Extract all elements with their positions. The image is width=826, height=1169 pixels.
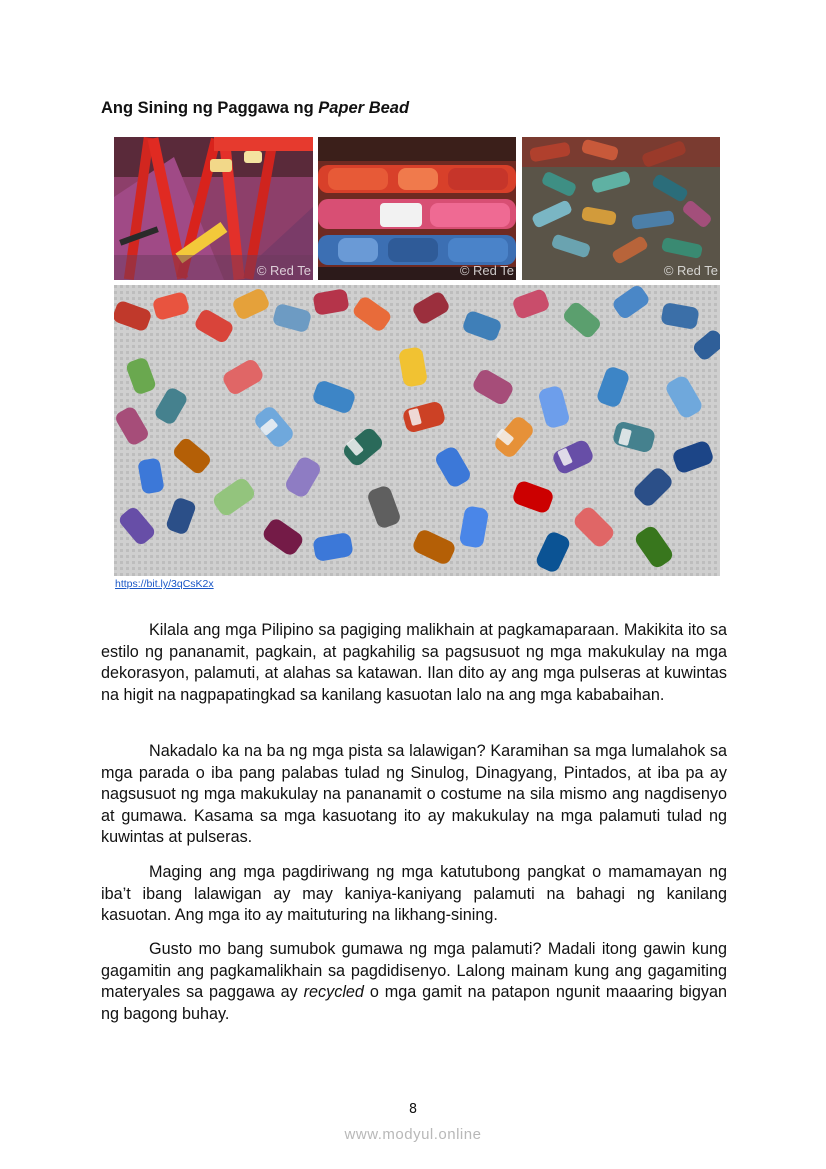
photo-watermark: © Red Te (459, 263, 514, 278)
photo-watermark: © Red Te (256, 263, 311, 278)
bead-pile-illustration (522, 137, 720, 280)
paragraph-3: Maging ang mga pagdiriwang ng mga katutubong pangkat o mamamayan ng iba’t ibang lalawigan ay may kaniya-kaniyang palamuti na bahagi ng kanilang kasuotan. Ang mga ito ay maituturing na likhang-sining. (101, 863, 727, 924)
section-heading: Ang Sining ng Paggawa ng Paper Bead (101, 99, 410, 117)
rolling-strips-illustration (114, 137, 313, 280)
footer-watermark: www.modyul.online (344, 1126, 482, 1143)
recycled-term: recycled (303, 983, 364, 1001)
paragraph-1: Kilala ang mga Pilipino sa pagiging malikhain at pagkamaparaan. Makikita ito sa estilo ng pananamit, pagkain, at pagkahilig sa pagsusuot ng mga makukulay na mga dekorasyon, palamuti, at alahas sa katawan. Ilan dito ay ang mga pulseras at kuwintas na higit na nagpapatingkad sa kanilang kasuotan lalo na ang mga kababaihan. (101, 621, 727, 704)
photo-watermark: © Red Te (663, 263, 718, 278)
scattered-beads-illustration (114, 285, 720, 576)
paragraph-2: Nakadalo ka na ba ng mga pista sa lalawigan? Karamihan sa mga lumalahok sa mga parada o iba pang palabas tulad ng Sinulog, Dinagyang, Pintados, at iba pa ay nagsusuot ng mga makukulay na pananamit o costume na sila mismo ang nagdisenyo at gumawa. Kasama sa mga kasuotang ito ay makukulay na mga palamuti tulad ng kuwintas at pulseras. (101, 742, 727, 846)
skewered-beads-illustration (318, 137, 516, 280)
photo-bead-pile (522, 137, 720, 280)
paragraph-4: Gusto mo bang sumubok gumawa ng mga palamuti? Madali itong gawin kung gagamitin ang pagkamalikhain sa pagdidisenyo. Lalong mainam kung ang gagamiting materyales sa paggawa ay recycled o mga gamit na patapon ngunit maaaring bigyan ng bagong buhay. (101, 940, 727, 1023)
image-source-link[interactable]: https://bit.ly/3qCsK2x (115, 578, 214, 590)
page-number: 8 (408, 1102, 418, 1117)
photo-scattered-beads (114, 285, 720, 576)
heading-italic: Paper Bead (318, 99, 410, 117)
photo-beads-on-skewers (318, 137, 516, 280)
photo-rolling-strips (114, 137, 313, 280)
